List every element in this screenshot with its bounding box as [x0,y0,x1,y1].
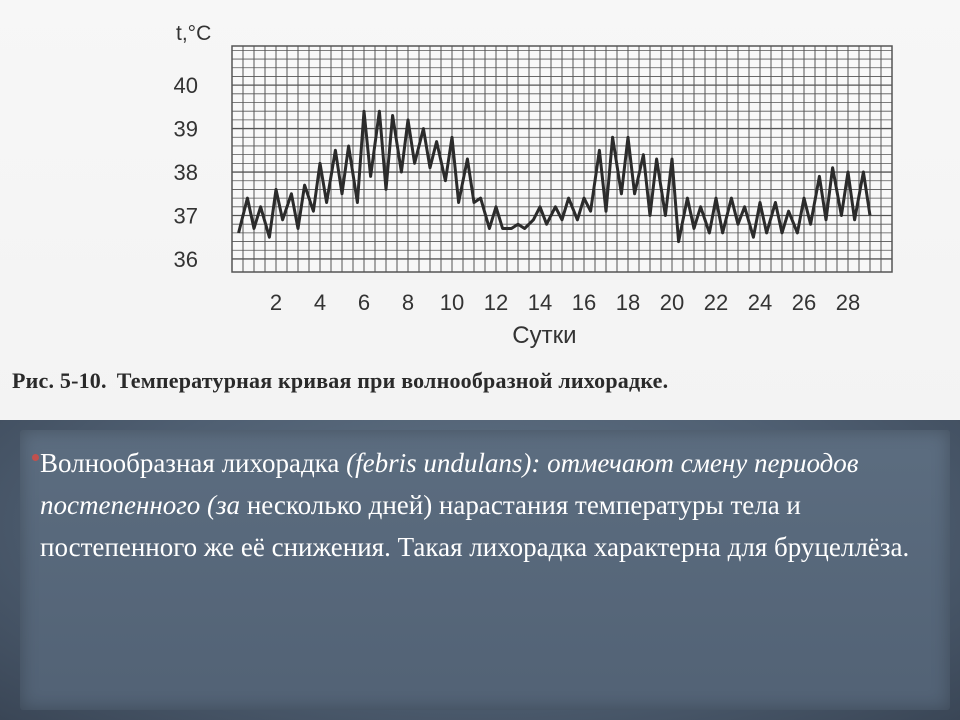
body-text-italic: (febris undulans): отмечают смену периодов постепенного (за [40,448,859,520]
body-text-part1: Волнообразная лихорадка [40,448,347,478]
y-axis-label: t,°C [176,22,212,45]
y-tick-label: 39 [173,116,198,142]
x-axis-label: Сутки [512,322,577,349]
body-paragraph [40,442,940,568]
x-tick-label: 26 [791,290,817,315]
x-tick-label: 24 [747,290,773,315]
y-tick-label: 36 [173,246,198,272]
figure-caption [12,368,952,394]
bullet-icon [32,454,39,461]
x-tick-label: 20 [659,290,685,315]
x-tick-label: 8 [401,290,415,315]
y-tick-label: 38 [173,160,198,186]
x-tick-label: 10 [439,290,465,315]
body-text-part3: несколько дней) нарастания температуры тела и постепенного же её снижения. Такая лихорадка характерна для бруцеллёза. [40,490,910,562]
x-tick-label: 14 [527,290,553,315]
x-tick-label: 28 [835,290,861,315]
x-tick-label: 6 [357,290,371,315]
text-panel [0,420,960,720]
caption-text: Температурная кривая при волнообразной лихорадке. [116,368,669,393]
x-tick-label: 22 [703,290,729,315]
x-tick-label: 12 [483,290,509,315]
y-tick-label: 37 [173,203,198,229]
caption-label: Рис. 5-10. [12,368,107,393]
text-card [20,430,950,710]
x-tick-label: 16 [571,290,597,315]
x-tick-label: 18 [615,290,641,315]
x-tick-label: 4 [313,290,327,315]
x-tick-label: 2 [269,290,283,315]
y-tick-label: 40 [173,73,198,99]
